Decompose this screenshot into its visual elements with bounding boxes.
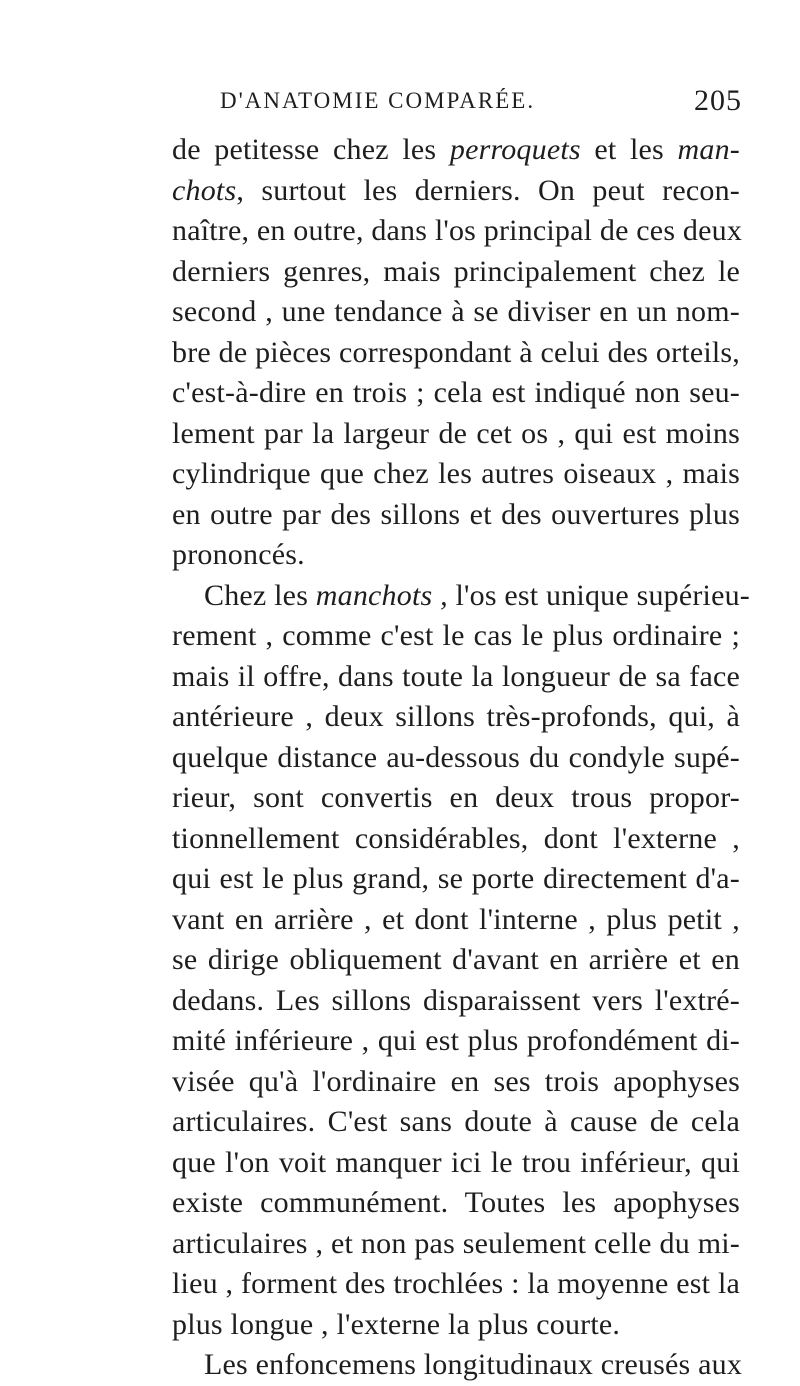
text-line: rement , comme c'est le cas le plus ordinaire ;: [172, 619, 740, 652]
page-number: 205: [694, 84, 742, 117]
text-line: Chez les manchots , l'os est unique supérieu-: [204, 578, 750, 612]
text-line: existe communément. Toutes les apophyses: [172, 1186, 740, 1219]
text-line: prononcés.: [172, 538, 305, 571]
text-line: dedans. Les sillons disparaissent vers l'extré-: [172, 983, 740, 1017]
text-line: bre de pièces correspondant à celui des orteils,: [172, 335, 740, 369]
text-line: second , une tendance à se diviser en un nom-: [172, 295, 740, 328]
running-head: [140, 82, 750, 118]
text-line: de petitesse chez les perroquets et les man-: [172, 133, 740, 166]
text-line: c'est-à-dire en trois ; cela est indiqué non seu-: [172, 376, 740, 409]
text-line: se dirige obliquement d'avant en arrière et en: [172, 943, 740, 976]
text-line: visée qu'à l'ordinaire en ses trois apophyses: [172, 1064, 740, 1098]
text-line: vant en arrière , et dont l'interne , plus petit ,: [172, 902, 740, 936]
text-line: que l'on voit manquer ici le trou inférieur, qui: [172, 1145, 740, 1179]
text-line: mité inférieure , qui est plus profondément di-: [172, 1024, 740, 1057]
text-line: antérieure , deux sillons très-profonds, qui, à: [172, 700, 740, 733]
text-line: articulaires. C'est sans doute à cause de cela: [172, 1105, 740, 1138]
text-line: lieu , forment des trochlées : la moyenne est la: [172, 1267, 740, 1300]
text-line: qui est le plus grand, se porte directement d'a-: [172, 862, 740, 895]
text-line: derniers genres, mais principalement chez le: [172, 254, 740, 288]
text-line: cylindrique que chez les autres oiseaux , mais: [172, 457, 740, 490]
text-line: Les enfoncemens longitudinaux creusés aux: [204, 1348, 743, 1381]
text-line: naître, en outre, dans l'os principal de ces deux: [172, 214, 743, 247]
text-line: lement par la largeur de cet os , qui est moins: [172, 416, 740, 450]
text-line: plus longue , l'externe la plus courte.: [172, 1307, 621, 1341]
body-text: [172, 130, 750, 1386]
text-line: chots, surtout les derniers. On peut recon-: [172, 173, 740, 207]
text-line: articulaires , et non pas seulement celle du mi-: [172, 1226, 740, 1260]
text-line: tionnellement considérables, dont l'externe ,: [172, 821, 740, 855]
text-line: mais il offre, dans toute la longueur de sa face: [172, 659, 740, 693]
text-line: quelque distance au-dessous du condyle supé-: [172, 740, 740, 774]
running-head-title: D'ANATOMIE COMPARÉE.: [220, 88, 536, 113]
text-line: rieur, sont convertis en deux trous propor-: [172, 781, 740, 814]
text-line: en outre par des sillons et des ouvertures plus: [172, 497, 740, 531]
